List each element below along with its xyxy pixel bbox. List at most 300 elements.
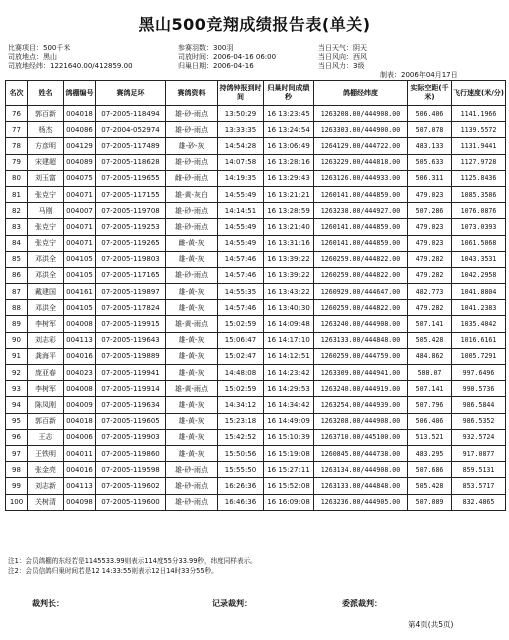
- cell-loft-id: 004016: [64, 462, 96, 478]
- cell-name: 龚海平: [28, 348, 64, 364]
- cell-rank: 82: [6, 203, 28, 219]
- cell-distance: 479.282: [408, 267, 452, 283]
- cell-distance: 479.282: [408, 300, 452, 316]
- cell-ring: 07-2005-119941: [96, 365, 166, 381]
- cell-loft-id: 004098: [64, 494, 96, 510]
- cell-coordinates: 1263309.00/444941.00: [314, 365, 408, 381]
- cell-distance: 505.633: [408, 154, 452, 170]
- cell-coordinates: 1263238.00/444927.00: [314, 203, 408, 219]
- cell-distance: 505.428: [408, 478, 452, 494]
- cell-speed: 1141.1966: [452, 106, 506, 122]
- cell-name: 王铁明: [28, 445, 64, 461]
- event-item: 比赛项目：500千米: [8, 44, 71, 52]
- cell-return-time: 16 15:19:08: [264, 445, 314, 461]
- cell-coordinates: 1260141.00/444859.00: [314, 219, 408, 235]
- cell-distance: 507.286: [408, 203, 452, 219]
- cell-rank: 100: [6, 494, 28, 510]
- table-row: [6, 348, 506, 364]
- cell-rank: 87: [6, 284, 28, 300]
- cell-rank: 84: [6, 235, 28, 251]
- cell-ring: 07-2005-117165: [96, 267, 166, 283]
- cell-coordinates: 1260259.00/444822.00: [314, 251, 408, 267]
- cell-return-time: 16 13:23:45: [264, 106, 314, 122]
- cell-coordinates: 1263710.00/445100.00: [314, 429, 408, 445]
- cell-coordinates: 1260141.00/444859.00: [314, 235, 408, 251]
- cell-bird-info: 雄-砂-雨点: [166, 154, 218, 170]
- cell-ring: 07-2005-119889: [96, 348, 166, 364]
- header-distance: 实际空距(千米): [408, 81, 452, 106]
- cell-bird-info: 雄-黄-灰白: [166, 186, 218, 202]
- cell-speed: 1076.0876: [452, 203, 506, 219]
- cell-name: 王志: [28, 429, 64, 445]
- cell-loft-id: 004086: [64, 122, 96, 138]
- cell-rank: 96: [6, 429, 28, 445]
- cell-speed: 853.5717: [452, 478, 506, 494]
- cell-coordinates: 1260259.00/444822.00: [314, 300, 408, 316]
- cell-bird-info: 雄-黄-灰: [166, 300, 218, 316]
- cell-return-time: 16 13:39:22: [264, 251, 314, 267]
- cell-name: 刘志新: [28, 478, 64, 494]
- cell-name: 关树清: [28, 494, 64, 510]
- cell-bird-info: 雄-砂-雨点: [166, 462, 218, 478]
- cell-distance: 507.141: [408, 381, 452, 397]
- cell-distance: 479.023: [408, 219, 452, 235]
- cell-coordinates: 1263208.00/444908.00: [314, 106, 408, 122]
- cell-clock-time: 15:23:18: [218, 413, 264, 429]
- cell-bird-info: 雌-黄-灰: [166, 235, 218, 251]
- cell-rank: 97: [6, 445, 28, 461]
- release-time: 司放时间：2006-04-16 06:00: [178, 53, 277, 61]
- table-row: [6, 203, 506, 219]
- cell-bird-info: 雄-黄-灰: [166, 397, 218, 413]
- cell-bird-info: 雄-砂-雨点: [166, 494, 218, 510]
- cell-speed: 986.5844: [452, 397, 506, 413]
- cell-bird-info: 雄-黄-灰: [166, 251, 218, 267]
- cell-rank: 99: [6, 478, 28, 494]
- race-info-column-2: [178, 44, 276, 71]
- wind-direction: 当日风向：西风: [318, 53, 367, 61]
- cell-clock-time: 14:55:49: [218, 186, 264, 202]
- cell-ring: 07-2005-119605: [96, 413, 166, 429]
- cell-speed: 1131.9441: [452, 138, 506, 154]
- cell-clock-time: 14:55:35: [218, 284, 264, 300]
- footnote-1: 注1：会员鸽棚的东经若是1145533.99则表示114度55分33.99秒，纬度同样表示。: [8, 557, 257, 565]
- cell-rank: 95: [6, 413, 28, 429]
- cell-bird-info: 雌-砂-雨点: [166, 170, 218, 186]
- cell-loft-id: 004071: [64, 235, 96, 251]
- cell-coordinates: 1260845.00/444738.00: [314, 445, 408, 461]
- cell-speed: 1005.7291: [452, 348, 506, 364]
- table-row: [6, 381, 506, 397]
- cell-coordinates: 1260259.00/444759.00: [314, 348, 408, 364]
- cell-rank: 79: [6, 154, 28, 170]
- header-ring: 赛鸽足环: [96, 81, 166, 106]
- cell-clock-time: 15:42:52: [218, 429, 264, 445]
- cell-return-time: 16 14:29:53: [264, 381, 314, 397]
- cell-return-time: 16 13:43:22: [264, 284, 314, 300]
- cell-return-time: 16 13:31:16: [264, 235, 314, 251]
- cell-return-time: 16 13:39:22: [264, 267, 314, 283]
- cell-clock-time: 14:07:58: [218, 154, 264, 170]
- cell-return-time: 16 13:28:16: [264, 154, 314, 170]
- cell-coordinates: 1263240.00/444919.00: [314, 381, 408, 397]
- cell-name: 李树军: [28, 316, 64, 332]
- cell-distance: 482.773: [408, 284, 452, 300]
- cell-clock-time: 14:57:46: [218, 300, 264, 316]
- race-info-column-3: [318, 44, 367, 71]
- cell-name: 张克宁: [28, 186, 64, 202]
- cell-loft-id: 004023: [64, 365, 96, 381]
- cell-ring: 07-2005-117489: [96, 138, 166, 154]
- cell-name: 张金亮: [28, 462, 64, 478]
- cell-coordinates: 1264129.00/444722.00: [314, 138, 408, 154]
- cell-return-time: 16 13:40:30: [264, 300, 314, 316]
- cell-bird-info: 雄-黄-灰: [166, 332, 218, 348]
- cell-speed: 1085.3586: [452, 186, 506, 202]
- cell-coordinates: 1263134.00/444908.00: [314, 462, 408, 478]
- cell-return-time: 16 15:52:08: [264, 478, 314, 494]
- cell-speed: 1127.9728: [452, 154, 506, 170]
- cell-loft-id: 004007: [64, 203, 96, 219]
- cell-return-time: 16 13:24:54: [264, 122, 314, 138]
- cell-return-time: 16 15:10:39: [264, 429, 314, 445]
- table-row: [6, 445, 506, 461]
- table-row: [6, 219, 506, 235]
- cell-rank: 80: [6, 170, 28, 186]
- cell-bird-info: 雄-砂-雨点: [166, 122, 218, 138]
- cell-name: 宋建超: [28, 154, 64, 170]
- cell-distance: 507.078: [408, 122, 452, 138]
- cell-clock-time: 14:57:46: [218, 267, 264, 283]
- cell-ring: 07-2005-119602: [96, 478, 166, 494]
- cell-name: 马刚: [28, 203, 64, 219]
- table-row: [6, 267, 506, 283]
- cell-clock-time: 14:48:08: [218, 365, 264, 381]
- return-date: 归巢日期：2006-04-16: [178, 62, 254, 70]
- cell-ring: 07-2005-119903: [96, 429, 166, 445]
- cell-name: 陈凤刚: [28, 397, 64, 413]
- cell-bird-info: 雄-黄-灰: [166, 365, 218, 381]
- table-row: [6, 332, 506, 348]
- table-row: [6, 300, 506, 316]
- table-row: [6, 494, 506, 510]
- cell-name: 邓洪全: [28, 267, 64, 283]
- cell-speed: 1061.5068: [452, 235, 506, 251]
- footnotes: [8, 556, 502, 576]
- report-title: 黑山500竞翔成绩报告表(单关): [138, 15, 371, 34]
- cell-coordinates: 1263133.00/444848.00: [314, 478, 408, 494]
- cell-loft-id: 004071: [64, 219, 96, 235]
- table-row: [6, 284, 506, 300]
- cell-bird-info: 雄-黄-灰: [166, 284, 218, 300]
- cell-loft-id: 004011: [64, 445, 96, 461]
- cell-bird-info: 雄-黄-灰: [166, 429, 218, 445]
- cell-name: 戴建国: [28, 284, 64, 300]
- header-coordinates: 鸽棚经纬度: [314, 81, 408, 106]
- header-rank: 名次: [6, 81, 28, 106]
- cell-distance: 505.428: [408, 332, 452, 348]
- cell-clock-time: 14:14:51: [218, 203, 264, 219]
- cell-distance: 507.686: [408, 462, 452, 478]
- cell-bird-info: 雄-黄-灰: [166, 413, 218, 429]
- committee-signature-label: 委派裁判：: [342, 599, 382, 608]
- cell-clock-time: 15:06:47: [218, 332, 264, 348]
- release-location: 司放地点：黑山: [8, 53, 57, 61]
- cell-coordinates: 1263236.00/444905.00: [314, 494, 408, 510]
- cell-clock-time: 13:50:29: [218, 106, 264, 122]
- cell-speed: 832.4865: [452, 494, 506, 510]
- recorder-signature-label: 记录裁判：: [212, 599, 252, 608]
- cell-loft-id: 004009: [64, 397, 96, 413]
- cell-loft-id: 004105: [64, 267, 96, 283]
- header-bird-info: 赛鸽资料: [166, 81, 218, 106]
- cell-speed: 1016.6161: [452, 332, 506, 348]
- table-header-row: [6, 81, 506, 106]
- table-row: [6, 413, 506, 429]
- table-row: [6, 251, 506, 267]
- cell-rank: 76: [6, 106, 28, 122]
- cell-bird-info: 雄-黄-灰: [166, 348, 218, 364]
- cell-ring: 07-2005-119897: [96, 284, 166, 300]
- cell-distance: 506.311: [408, 170, 452, 186]
- cell-return-time: 16 14:34:42: [264, 397, 314, 413]
- cell-distance: 483.133: [408, 138, 452, 154]
- release-coordinates: 司放地经纬：1221640.00/412859.00: [8, 62, 133, 70]
- cell-bird-info: 雄-砂-雨点: [166, 267, 218, 283]
- cell-distance: 513.521: [408, 429, 452, 445]
- cell-clock-time: 15:02:59: [218, 316, 264, 332]
- cell-speed: 1041.2383: [452, 300, 506, 316]
- cell-bird-info: 雄-黄-雨点: [166, 316, 218, 332]
- cell-clock-time: 13:33:35: [218, 122, 264, 138]
- cell-rank: 90: [6, 332, 28, 348]
- cell-ring: 07-2005-118494: [96, 106, 166, 122]
- cell-coordinates: 1263303.00/444900.00: [314, 122, 408, 138]
- cell-rank: 77: [6, 122, 28, 138]
- cell-bird-info: 雄-砂-灰: [166, 138, 218, 154]
- cell-coordinates: 1263254.00/444939.00: [314, 397, 408, 413]
- cell-bird-info: 雄-黄-灰: [166, 445, 218, 461]
- cell-speed: 997.6496: [452, 365, 506, 381]
- header-speed: 飞行速度(米/分): [452, 81, 506, 106]
- cell-speed: 986.5352: [452, 413, 506, 429]
- cell-ring: 07-2005-119803: [96, 251, 166, 267]
- cell-rank: 89: [6, 316, 28, 332]
- cell-name: 李树军: [28, 381, 64, 397]
- wind-force: 当日风力：3级: [318, 62, 365, 70]
- cell-clock-time: 14:55:49: [218, 235, 264, 251]
- cell-coordinates: 1263133.00/444848.00: [314, 332, 408, 348]
- table-row: [6, 170, 506, 186]
- footnote-2: 注2：会员信鸽归巢时间若是12 14:33:55则表示12日14时33分55秒。: [8, 567, 218, 575]
- cell-name: 方彦明: [28, 138, 64, 154]
- cell-name: 庞亚春: [28, 365, 64, 381]
- table-row: [6, 186, 506, 202]
- cell-ring: 07-2005-119860: [96, 445, 166, 461]
- cell-name: 刘志彩: [28, 332, 64, 348]
- race-info: [8, 44, 502, 80]
- cell-name: 刘玉富: [28, 170, 64, 186]
- report-date: 制表：2006年04月17日: [380, 71, 458, 79]
- cell-ring: 07-2005-117824: [96, 300, 166, 316]
- table-row: [6, 138, 506, 154]
- cell-rank: 88: [6, 300, 28, 316]
- cell-loft-id: 004075: [64, 170, 96, 186]
- cell-speed: 859.5131: [452, 462, 506, 478]
- cell-ring: 07-2005-119600: [96, 494, 166, 510]
- cell-coordinates: 1260929.00/444647.00: [314, 284, 408, 300]
- cell-loft-id: 004018: [64, 106, 96, 122]
- cell-loft-id: 004105: [64, 300, 96, 316]
- cell-loft-id: 004129: [64, 138, 96, 154]
- cell-ring: 07-2005-119915: [96, 316, 166, 332]
- cell-rank: 78: [6, 138, 28, 154]
- cell-distance: 506.406: [408, 413, 452, 429]
- cell-ring: 07-2005-117155: [96, 186, 166, 202]
- cell-return-time: 16 13:29:43: [264, 170, 314, 186]
- cell-speed: 1042.2958: [452, 267, 506, 283]
- cell-speed: 1139.5572: [452, 122, 506, 138]
- cell-clock-time: 16:26:36: [218, 478, 264, 494]
- cell-loft-id: 004008: [64, 381, 96, 397]
- cell-return-time: 16 14:09:48: [264, 316, 314, 332]
- cell-return-time: 16 14:17:10: [264, 332, 314, 348]
- cell-ring: 07-2005-119265: [96, 235, 166, 251]
- cell-name: 郭百新: [28, 413, 64, 429]
- cell-name: 张克宁: [28, 235, 64, 251]
- cell-clock-time: 14:34:12: [218, 397, 264, 413]
- cell-ring: 07-2005-118628: [96, 154, 166, 170]
- cell-bird-info: 雄-砂-雨点: [166, 478, 218, 494]
- cell-speed: 1073.0393: [452, 219, 506, 235]
- cell-rank: 94: [6, 397, 28, 413]
- table-row: [6, 478, 506, 494]
- weather: 当日天气：阴天: [318, 44, 367, 52]
- cell-rank: 93: [6, 381, 28, 397]
- cell-return-time: 16 13:06:49: [264, 138, 314, 154]
- cell-speed: 1041.8804: [452, 284, 506, 300]
- cell-bird-info: 雄-砂-雨点: [166, 106, 218, 122]
- cell-distance: 507.089: [408, 494, 452, 510]
- cell-loft-id: 004161: [64, 284, 96, 300]
- results-table: [5, 80, 506, 511]
- cell-loft-id: 004071: [64, 186, 96, 202]
- cell-loft-id: 004113: [64, 332, 96, 348]
- cell-speed: 990.5736: [452, 381, 506, 397]
- cell-distance: 479.023: [408, 186, 452, 202]
- cell-return-time: 16 16:09:08: [264, 494, 314, 510]
- cell-distance: 507.796: [408, 397, 452, 413]
- header-return-time: 归巢时间成绩秒: [264, 81, 314, 106]
- table-row: [6, 462, 506, 478]
- cell-speed: 917.0877: [452, 445, 506, 461]
- table-row: [6, 122, 506, 138]
- race-info-column-1: [8, 44, 133, 71]
- cell-return-time: 16 13:28:59: [264, 203, 314, 219]
- cell-name: 邓洪全: [28, 251, 64, 267]
- cell-return-time: 16 15:27:11: [264, 462, 314, 478]
- cell-clock-time: 15:02:47: [218, 348, 264, 364]
- table-row: [6, 316, 506, 332]
- cell-speed: 1035.4042: [452, 316, 506, 332]
- cell-distance: 479.282: [408, 251, 452, 267]
- entry-count: 参赛羽数：300羽: [178, 44, 234, 52]
- cell-bird-info: 雄-砂-雨点: [166, 219, 218, 235]
- cell-ring: 07-2005-119708: [96, 203, 166, 219]
- cell-coordinates: 1263229.00/444818.00: [314, 154, 408, 170]
- cell-coordinates: 1260141.00/444859.00: [314, 186, 408, 202]
- cell-speed: 1125.8436: [452, 170, 506, 186]
- cell-rank: 81: [6, 186, 28, 202]
- cell-ring: 07-2004-052974: [96, 122, 166, 138]
- cell-rank: 83: [6, 219, 28, 235]
- header-clock-time: 持鸽钟报到时间: [218, 81, 264, 106]
- table-row: [6, 235, 506, 251]
- cell-distance: 508.07: [408, 365, 452, 381]
- cell-loft-id: 004016: [64, 348, 96, 364]
- cell-ring: 07-2005-119914: [96, 381, 166, 397]
- cell-coordinates: 1263240.00/444908.00: [314, 316, 408, 332]
- cell-bird-info: 雄-黄-雨点: [166, 381, 218, 397]
- cell-clock-time: 15:55:50: [218, 462, 264, 478]
- table-body: [6, 106, 506, 511]
- cell-rank: 92: [6, 365, 28, 381]
- page-number: 第4页(共5页): [408, 620, 454, 629]
- cell-rank: 98: [6, 462, 28, 478]
- cell-name: 郭百新: [28, 106, 64, 122]
- cell-clock-time: 15:50:56: [218, 445, 264, 461]
- cell-rank: 86: [6, 267, 28, 283]
- cell-clock-time: 16:46:36: [218, 494, 264, 510]
- cell-ring: 07-2005-119634: [96, 397, 166, 413]
- cell-coordinates: 1260259.00/444822.00: [314, 267, 408, 283]
- cell-loft-id: 004006: [64, 429, 96, 445]
- cell-loft-id: 004018: [64, 413, 96, 429]
- cell-name: 张克宁: [28, 219, 64, 235]
- table-row: [6, 154, 506, 170]
- cell-ring: 07-2005-119643: [96, 332, 166, 348]
- header-loft-id: 鸽棚编号: [64, 81, 96, 106]
- cell-name: 邓洪全: [28, 300, 64, 316]
- cell-ring: 07-2005-119253: [96, 219, 166, 235]
- cell-bird-info: 雄-砂-雨点: [166, 203, 218, 219]
- cell-name: 杨杰: [28, 122, 64, 138]
- cell-ring: 07-2005-119598: [96, 462, 166, 478]
- cell-loft-id: 004089: [64, 154, 96, 170]
- cell-clock-time: 15:02:59: [218, 381, 264, 397]
- cell-loft-id: 004008: [64, 316, 96, 332]
- referee-signature-label: 裁判长：: [32, 599, 64, 608]
- cell-rank: 85: [6, 251, 28, 267]
- cell-rank: 91: [6, 348, 28, 364]
- cell-distance: 507.141: [408, 316, 452, 332]
- cell-speed: 1043.3531: [452, 251, 506, 267]
- cell-return-time: 16 14:23:42: [264, 365, 314, 381]
- table-row: [6, 106, 506, 122]
- header-name: 姓名: [28, 81, 64, 106]
- cell-speed: 932.5724: [452, 429, 506, 445]
- cell-clock-time: 14:55:49: [218, 219, 264, 235]
- cell-distance: 484.862: [408, 348, 452, 364]
- cell-loft-id: 004113: [64, 478, 96, 494]
- cell-clock-time: 14:19:35: [218, 170, 264, 186]
- cell-distance: 479.023: [408, 235, 452, 251]
- table-row: [6, 397, 506, 413]
- cell-coordinates: 1263126.00/444933.00: [314, 170, 408, 186]
- cell-distance: 506.406: [408, 106, 452, 122]
- cell-return-time: 16 13:21:21: [264, 186, 314, 202]
- cell-return-time: 16 14:12:51: [264, 348, 314, 364]
